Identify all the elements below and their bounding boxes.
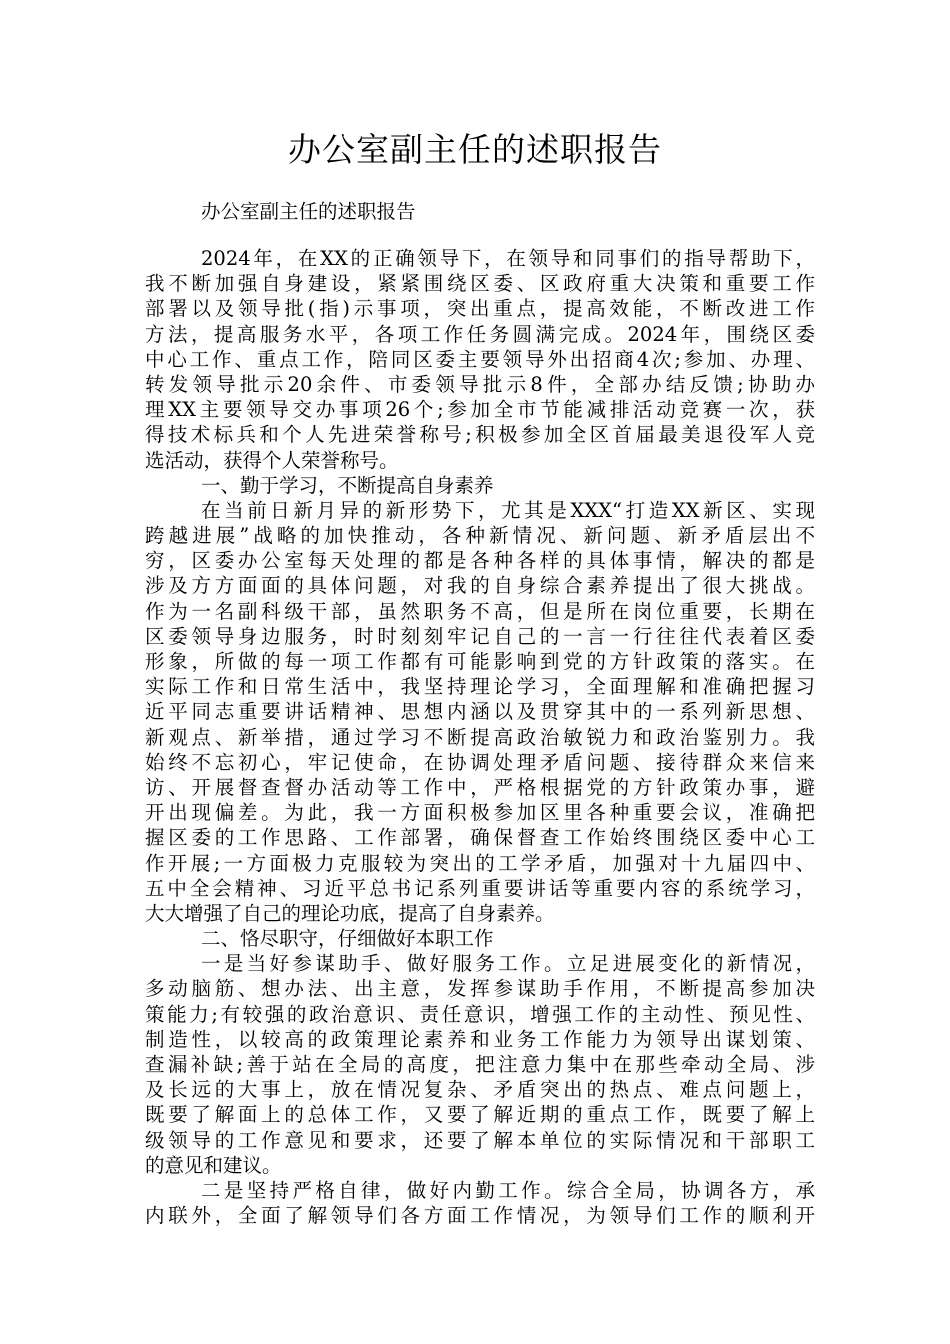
- paragraph-line: 二是坚持严格自律，做好内勤工作。综合全局，协调各方，承: [201, 1178, 815, 1202]
- paragraph-line: 转发领导批示20余件、市委领导批示8件，全部办结反馈;协助办: [145, 372, 815, 396]
- paragraph-line: 新观点、新举措，通过学习不断提高政治敏锐力和政治鉴别力。我: [145, 725, 815, 749]
- paragraph-line: 中心工作、重点工作，陪同区委主要领导外出招商4次;参加、办理、: [145, 347, 815, 371]
- section-heading: [145, 473, 815, 498]
- paragraph-line: 既要了解面上的总体工作，又要了解近期的重点工作，既要了解上: [145, 1103, 815, 1127]
- paragraph-line: 大大增强了自己的理论功底，提高了自身素养。: [145, 901, 555, 925]
- paragraph-line: 选活动，获得个人荣誉称号。: [145, 448, 399, 472]
- section-heading: [145, 926, 815, 951]
- document-subtitle: 办公室副主任的述职报告: [201, 200, 416, 223]
- paragraph-line: 及长远的大事上，放在情况复杂、矛盾突出的热点、难点问题上，: [145, 1078, 815, 1102]
- paragraph-line: 方法，提高服务水平，各项工作任务圆满完成。2024年，围绕区委: [145, 322, 815, 346]
- paragraph-line: 涉及方方面面的具体问题，对我的自身综合素养提出了很大挑战。: [145, 574, 815, 598]
- section-heading-text: 一、勤于学习，不断提高自身素养: [201, 473, 494, 497]
- paragraph: [145, 951, 815, 1178]
- paragraph-line: 作为一名副科级干部，虽然职务不高，但是所在岗位重要，长期在: [145, 599, 815, 623]
- paragraph-line: 我不断加强自身建设，紧紧围绕区委、区政府重大决策和重要工作: [145, 272, 815, 296]
- paragraph: [145, 498, 815, 926]
- paragraph-line: 的意见和建议。: [145, 1153, 282, 1177]
- paragraph-line: 始终不忘初心，牢记使命，在协调处理矛盾问题、接待群众来信来: [145, 750, 815, 774]
- paragraph-line: 跨越进展”战略的加快推动，各种新情况、新问题、新矛盾层出不: [145, 524, 815, 548]
- paragraph-line: 2024年，在XX的正确领导下，在领导和同事们的指导帮助下，: [201, 247, 815, 270]
- paragraph-line: 开出现偏差。为此，我一方面积极参加区里各种重要会议，准确把: [145, 801, 815, 825]
- document-title: 办公室副主任的述职报告: [288, 130, 662, 169]
- document-body: [145, 246, 815, 1228]
- paragraph-line: 实际工作和日常生活中，我坚持理论学习，全面理解和准确把握习: [145, 675, 815, 699]
- paragraph-line: 作开展;一方面极力克服较为突出的工学矛盾，加强对十九届四中、: [145, 851, 815, 875]
- paragraph-line: 级领导的工作意见和要求，还要了解本单位的实际情况和干部职工: [145, 1128, 815, 1152]
- paragraph-line: 部署以及领导批(指)示事项，突出重点，提高效能，不断改进工作: [145, 297, 815, 321]
- paragraph-line: 在当前日新月异的新形势下，尤其是XXX“打造XX新区、实现: [201, 498, 815, 522]
- paragraph: [145, 1178, 815, 1228]
- paragraph-line: 穷，区委办公室每天处理的都是各种各样的具体事情，解决的都是: [145, 549, 815, 573]
- paragraph-line: 内联外，全面了解领导们各方面工作情况，为领导们工作的顺利开: [145, 1204, 815, 1228]
- paragraph: [145, 246, 815, 473]
- paragraph-line: 握区委的工作思路、工作部署，确保督查工作始终围绕区委中心工: [145, 826, 815, 850]
- paragraph-line: 访、开展督查督办活动等工作中，严格根据党的方针政策办事，避: [145, 775, 815, 799]
- paragraph-line: 近平同志重要讲话精神、思想内涵以及贯穿其中的一系列新思想、: [145, 700, 815, 724]
- paragraph-line: 五中全会精神、习近平总书记系列重要讲话等重要内容的系统学习，: [145, 876, 815, 900]
- paragraph-line: 查漏补缺;善于站在全局的高度，把注意力集中在那些牵动全局、涉: [145, 1053, 815, 1076]
- section-heading-text: 二、恪尽职守，仔细做好本职工作: [201, 927, 494, 951]
- paragraph-line: 多动脑筋、想办法、出主意，发挥参谋助手作用，不断提高参加决: [145, 977, 815, 1001]
- paragraph-line: 理XX主要领导交办事项26个;参加全市节能减排活动竞赛一次，获: [145, 398, 815, 422]
- paragraph-line: 一是当好参谋助手、做好服务工作。立足进展变化的新情况，: [201, 952, 815, 976]
- paragraph-line: 得技术标兵和个人先进荣誉称号;积极参加全区首届最美退役军人竞: [145, 423, 815, 447]
- paragraph-line: 策能力;有较强的政治意识、责任意识，增强工作的主动性、预见性、: [145, 1002, 815, 1026]
- paragraph-line: 区委领导身边服务，时时刻刻牢记自己的一言一行往往代表着区委: [145, 624, 815, 648]
- paragraph-line: 形象，所做的每一项工作都有可能影响到党的方针政策的落实。在: [145, 650, 815, 673]
- paragraph-line: 制造性，以较高的政策理论素养和业务工作能力为领导出谋划策、: [145, 1027, 815, 1051]
